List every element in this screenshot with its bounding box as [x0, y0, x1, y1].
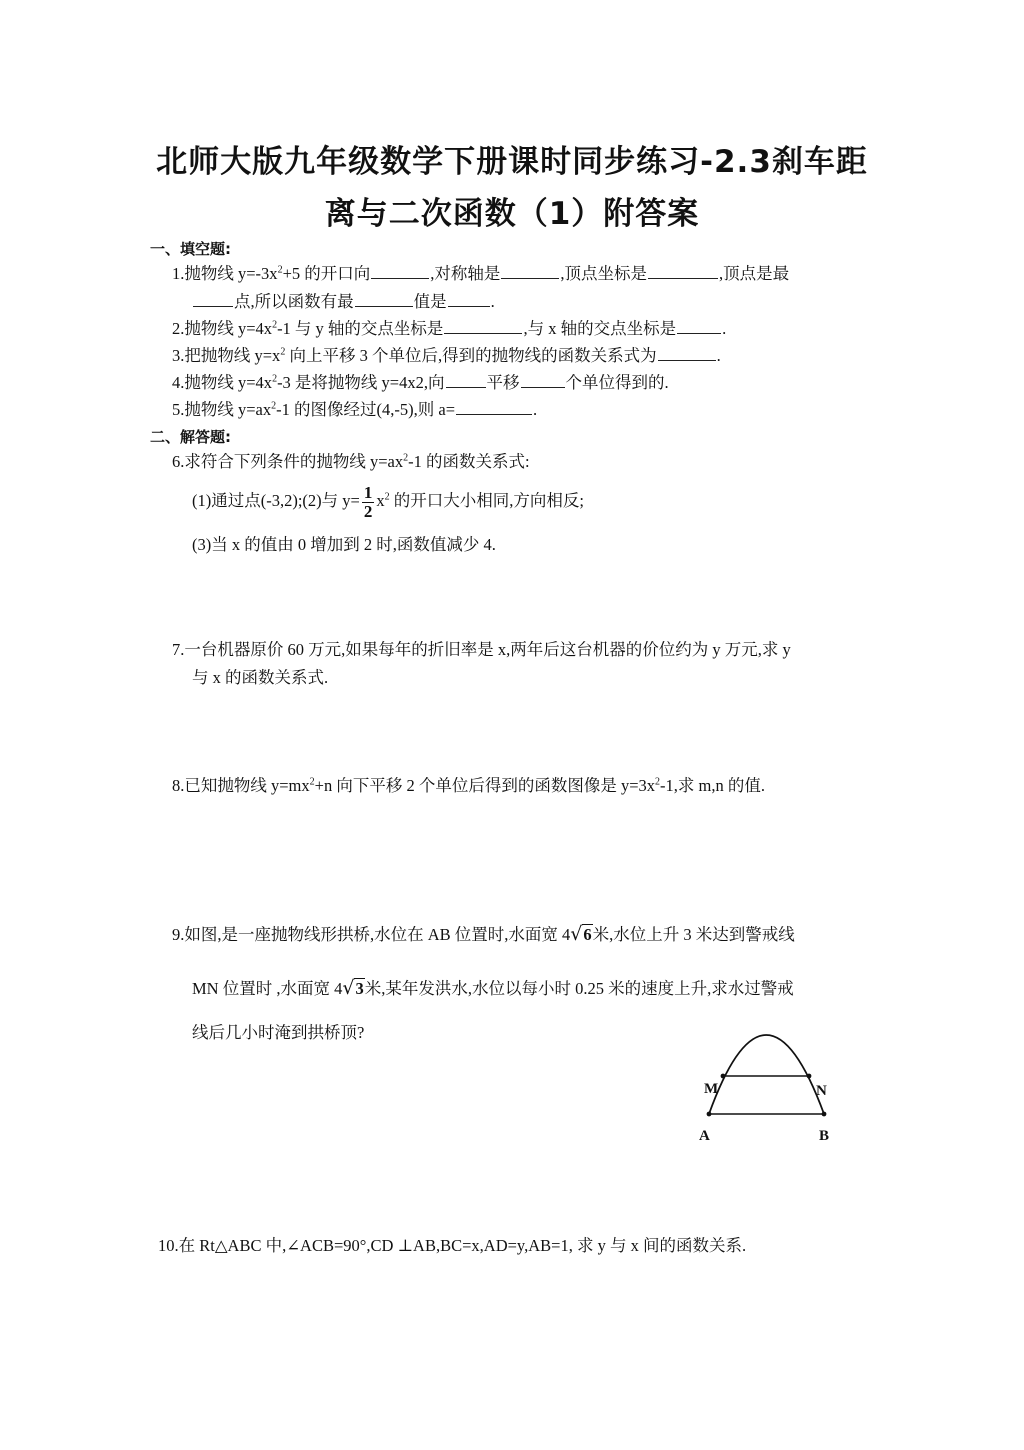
answer-blank[interactable]	[501, 262, 559, 279]
question-3: 3.把抛物线 $y=x^2$ 向上平移 3 个单位后,得到的抛物线的函数关系式为 .	[172, 346, 721, 365]
answer-blank[interactable]	[446, 371, 486, 388]
question-1-line-2: 点,所以函数有最 值是 .	[192, 290, 495, 312]
section-solve: 二、解答题:	[150, 428, 231, 446]
answer-blank[interactable]	[355, 290, 413, 307]
answer-blank[interactable]	[521, 371, 565, 388]
answer-blank[interactable]	[648, 262, 718, 279]
page-title-line-2: 离与二次函数（1）附答案	[324, 196, 700, 232]
fraction-one-half: $\frac{1}{2}$	[363, 482, 373, 521]
answer-blank[interactable]	[456, 398, 532, 415]
label-n: N	[816, 1083, 827, 1099]
question-2: 2.抛物线 $y=4x^2-1$ 与 y 轴的交点坐标是 ,与 x 轴的交点坐标是 .	[172, 319, 727, 338]
answer-blank[interactable]	[193, 290, 233, 307]
answer-blank[interactable]	[677, 317, 721, 334]
point-n	[807, 1074, 812, 1079]
point-b	[822, 1112, 827, 1117]
answer-blank[interactable]	[444, 317, 522, 334]
question-8: 8.已知抛物线 $y=mx^2+n$ 向下平移 2 个单位后得到的函数图像是 $y=3x^2-1$,求 m,n 的值.	[172, 776, 765, 795]
question-6-part-3: (3)当 x 的值由 0 增加到 2 时,函数值减少 4.	[192, 535, 496, 554]
question-9-line-3: 线后几小时淹到拱桥顶?	[192, 1023, 365, 1042]
label-a: A	[699, 1128, 710, 1144]
question-6-parts-1-2: (1)通过点(-3,2);(2)与 y= $\frac{1}{2}$ $x^2$ 的开口大小相同,方向相反;	[192, 482, 584, 521]
section-fill-in: 一、填空题:	[150, 240, 231, 258]
question-4: 4.抛物线 $y=4x^2-3$ 是将抛物线 y=4x2,向 平移 个单位得到的.	[172, 373, 669, 392]
label-b: B	[819, 1128, 830, 1144]
parabola-arch	[709, 1035, 824, 1114]
arch-bridge-figure	[690, 1020, 850, 1150]
point-m	[721, 1074, 726, 1079]
question-7-line-2: 与 x 的函数关系式.	[192, 668, 329, 687]
question-10: 10.在 Rt△ABC 中,∠ACB=90°,CD ⊥AB,BC=x,AD=y,AB=1, 求 y 与 x 间的函数关系.	[158, 1236, 747, 1255]
sqrt-3: √3	[342, 977, 364, 999]
question-6-stem: 6.求符合下列条件的抛物线 $y=ax^2-1$ 的函数关系式:	[172, 452, 530, 471]
page-title-line-1: 北师大版九年级数学下册课时同步练习-2.3刹车距	[156, 144, 868, 180]
question-1-line-1: 1.抛物线 $y=-3x^2+5$ 的开口向 ,对称轴是 ,顶点坐标是 ,顶点是最	[172, 264, 790, 283]
question-7-line-1: 7.一台机器原价 60 万元,如果每年的折旧率是 x,两年后这台机器的价位约为 y 万元,求 y	[172, 640, 791, 659]
question-9-line-2: MN 位置时 ,水面宽 4√3米,某年发洪水,水位以每小时 0.25 米的速度上升,求水过警戒	[192, 977, 794, 999]
point-a	[707, 1112, 712, 1117]
arch-bridge-diagram	[690, 1020, 850, 1150]
question-9-line-1: 9.如图,是一座抛物线形拱桥,水位在 AB 位置时,水面宽 4√6米,水位上升 3 米达到警戒线	[172, 923, 795, 945]
answer-blank[interactable]	[371, 262, 429, 279]
answer-blank[interactable]	[658, 344, 716, 361]
label-m: M	[704, 1081, 719, 1097]
question-5: 5.抛物线 $y=ax^2-1$ 的图像经过(4,-5),则 a= .	[172, 400, 538, 419]
answer-blank[interactable]	[448, 290, 490, 307]
sqrt-6: √6	[570, 923, 592, 945]
